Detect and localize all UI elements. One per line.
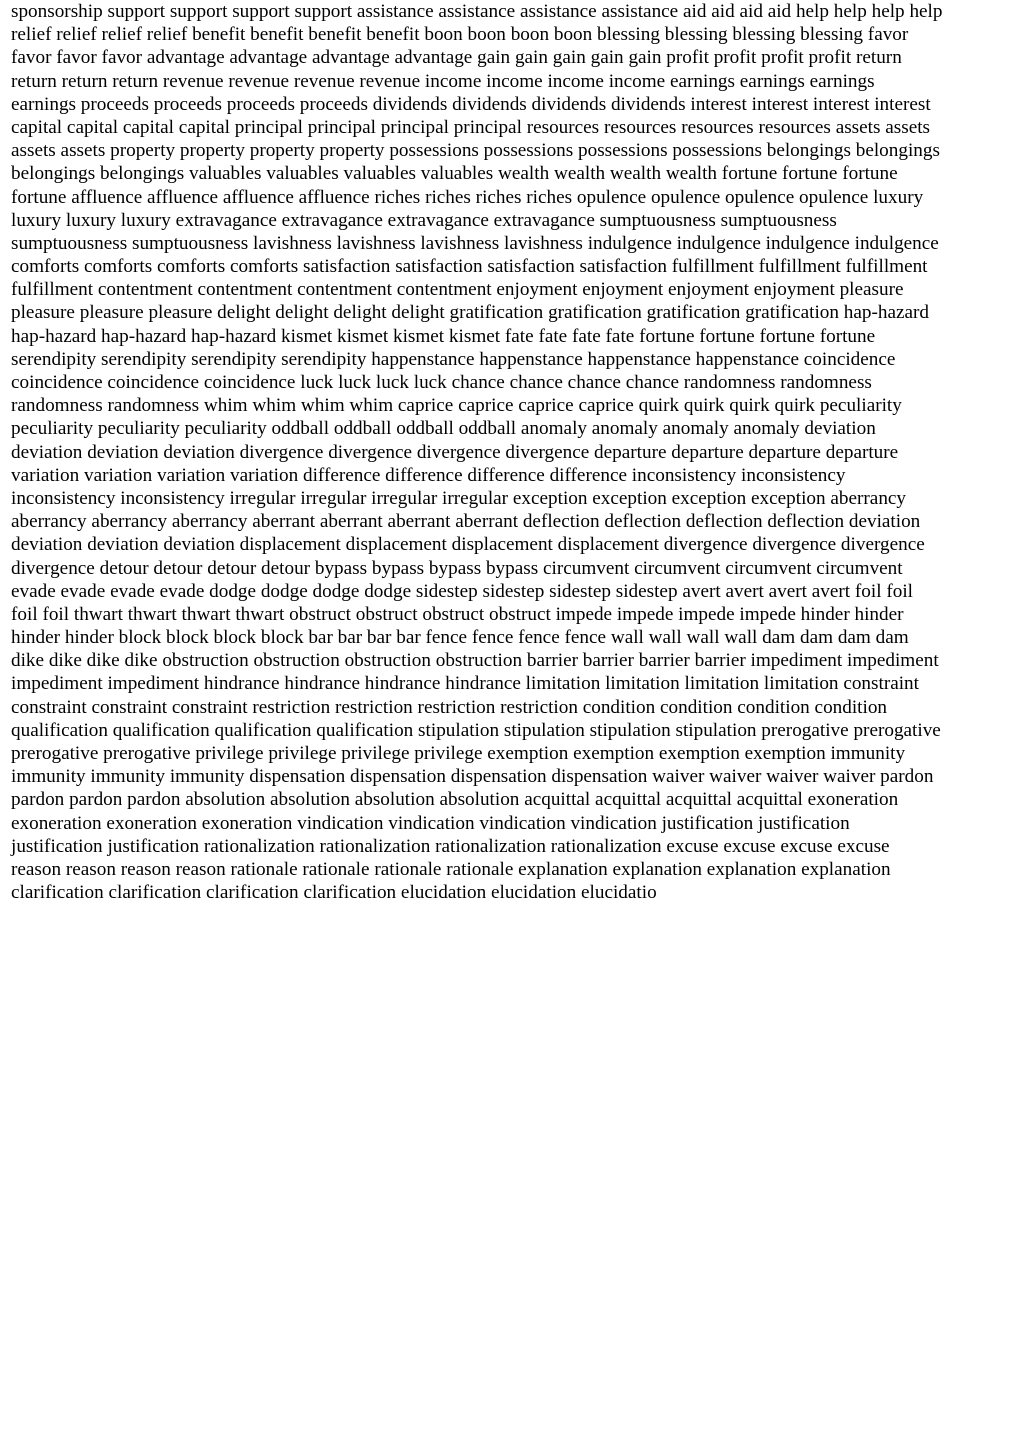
text-line: comforts comforts comforts comforts satisfaction satisfaction satisfaction satisfaction fulfillment fulfillment fulfillment [11,256,928,278]
text-line: evade evade evade evade dodge dodge dodge dodge sidestep sidestep sidestep sidestep avert avert avert avert foil foil [11,580,913,602]
text-line: justification justification rationalization rationalization rationalization rationalization excuse excuse excuse excuse [11,835,890,857]
text-line: exoneration exoneration exoneration vindication vindication vindication vindication justification justification [11,812,850,834]
text-line: peculiarity peculiarity peculiarity oddball oddball oddball oddball anomaly anomaly anomaly anomaly deviation [11,418,876,440]
text-line: luxury luxury luxury extravagance extravagance extravagance extravagance sumptuousness sumptuousness [11,209,837,231]
text-line: favor favor favor advantage advantage advantage advantage gain gain gain gain gain profit profit profit profit return [11,47,902,69]
text-line: fulfillment contentment contentment contentment contentment enjoyment enjoyment enjoyment enjoyment pleasure [11,279,904,301]
text-line: coincidence coincidence coincidence luck luck luck luck chance chance chance chance randomness randomness [11,372,872,393]
text-line: clarification clarification clarification clarification elucidation elucidation elucidatio [11,882,657,904]
text-line: inconsistency inconsistency irregular irregular irregular irregular exception exception exception exception aberrancy [11,487,907,509]
text-line: impediment impediment hindrance hindrance hindrance hindrance limitation limitation limitation limitation constraint [11,673,919,695]
text-line: immunity immunity immunity dispensation dispensation dispensation dispensation waiver waiver waiver waiver pardon [11,766,934,788]
text-line: prerogative prerogative privilege privilege privilege privilege exemption exemption exemption exemption immunity [11,743,906,764]
text-line: foil foil thwart thwart thwart thwart obstruct obstruct obstruct obstruct impede impede impede impede hinder hinder [11,603,904,625]
text-line: randomness randomness whim whim whim whim caprice caprice caprice caprice quirk quirk quirk quirk peculiarity [11,395,902,417]
text-line: belongings belongings valuables valuables valuables valuables wealth wealth wealth wealth fortune fortune fortune [11,163,898,185]
text-line: fortune affluence affluence affluence affluence riches riches riches riches opulence opulence opulence opulence luxury [11,186,924,208]
text-line: capital capital capital capital principal principal principal principal resources resources resources resources assets assets [11,116,931,138]
text-line: aberrancy aberrancy aberrancy aberrant aberrant aberrant aberrant deflection deflection deflection deflection deviation [11,511,921,533]
text-line: constraint constraint constraint restriction restriction restriction restriction condition condition condition condition [11,696,888,718]
text-line: sponsorship support support support support assistance assistance assistance assistance aid aid aid aid help help help help [11,1,943,22]
text-line: pleasure pleasure pleasure delight delight delight delight gratification gratification gratification gratification hap-hazard [11,302,929,324]
text-line: hinder hinder block block block block bar bar bar bar fence fence fence fence wall wall wall wall dam dam dam dam [11,627,909,649]
text-line: earnings proceeds proceeds proceeds proceeds dividends dividends dividends dividends interest interest interest interest [11,93,931,115]
document-body [11,0,1015,904]
text-line: divergence detour detour detour detour bypass bypass bypass bypass circumvent circumvent circumvent circumvent [11,557,903,579]
text-line: dike dike dike dike obstruction obstruction obstruction obstruction barrier barrier barrier barrier impediment impediment [11,650,939,672]
text-line: reason reason reason reason rationale rationale rationale rationale explanation explanation explanation explanation [11,858,891,880]
text-line: hap-hazard hap-hazard hap-hazard kismet kismet kismet kismet fate fate fate fate fortune fortune fortune fortune [11,325,876,347]
text-line: assets assets property property property property possessions possessions possessions possessions belongings belongings [11,140,940,162]
text-line: return return return revenue revenue revenue revenue income income income income earnings earnings earnings [11,70,875,92]
text-line: serendipity serendipity serendipity serendipity happenstance happenstance happenstance happenstance coincidence [11,348,896,370]
text-line: deviation deviation deviation divergence divergence divergence divergence departure departure departure departure [11,441,899,463]
text-line: deviation deviation deviation displacement displacement displacement displacement divergence divergence divergence [11,534,925,556]
text-line: sumptuousness sumptuousness lavishness lavishness lavishness lavishness indulgence indulgence indulgence indulgence [11,232,939,254]
text-line: relief relief relief relief benefit benefit benefit benefit boon boon boon boon blessing blessing blessing blessing favor [11,24,909,46]
text-line: pardon pardon pardon absolution absolution absolution absolution acquittal acquittal acquittal acquittal exoneration [11,789,899,811]
text-line: variation variation variation variation difference difference difference difference inconsistency inconsistency [11,464,846,486]
text-line: qualification qualification qualification qualification stipulation stipulation stipulation stipulation prerogative prerogative [11,719,941,741]
